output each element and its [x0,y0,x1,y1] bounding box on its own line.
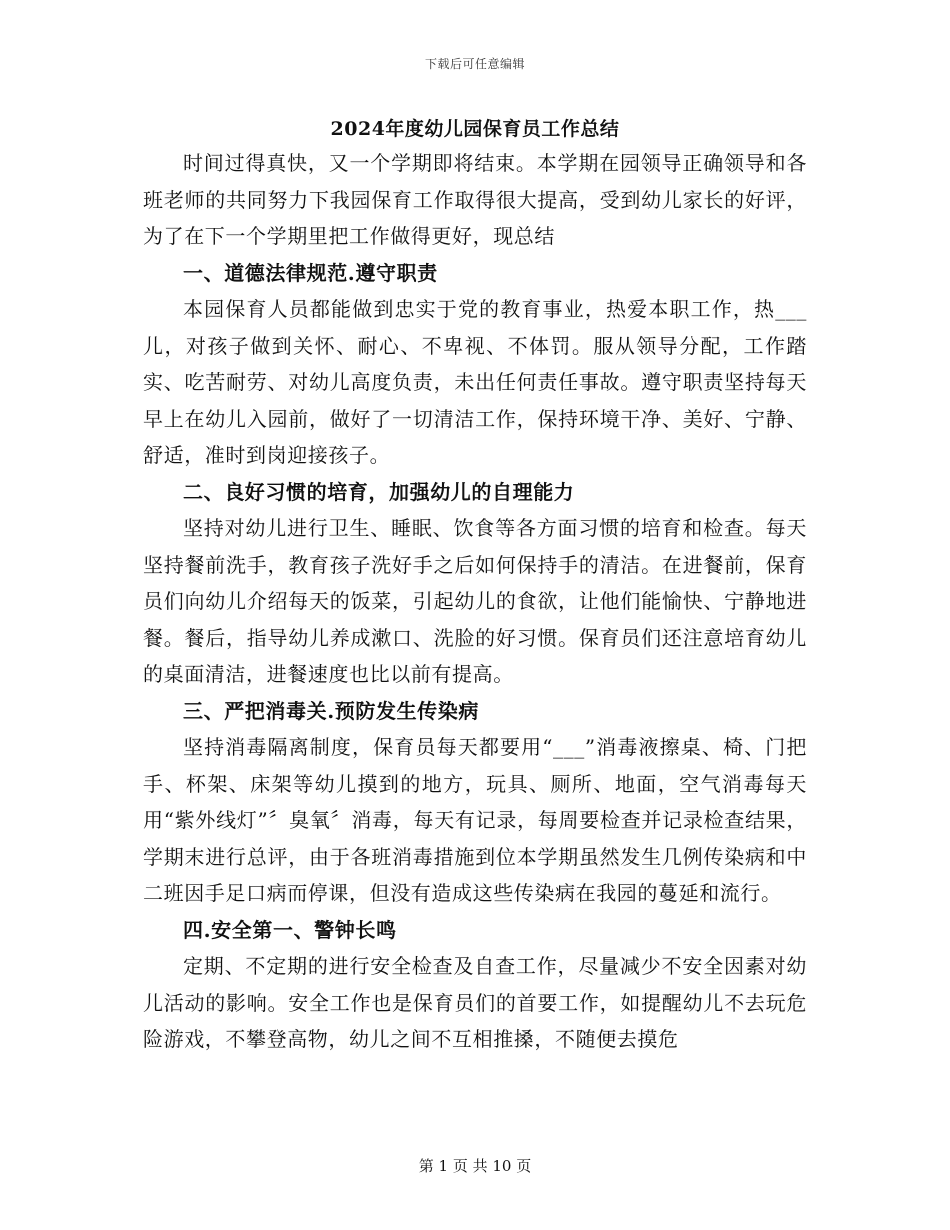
section-heading-1: 一、道德法律规范.遵守职责 [183,260,438,285]
section-body-2: 坚持对幼儿进行卫生、睡眠、饮食等各方面习惯的培育和检查。每天坚持餐前洗手，教育孩子洗好手之后如何保持手的清洁。在进餐前，保育员们向幼儿介绍每天的饭菜，引起幼儿的食欲，让他们能愉快、宁静地进餐。餐后，指导幼儿养成漱口、洗脸的好习惯。保育员们还注意培育幼儿的桌面清洁，进餐速度也比以前有提高。 [143,516,807,686]
header-note: 下载后可任意编辑 [424,57,525,71]
section-body-4: 定期、不定期的进行安全检查及自查工作，尽量减少不安全因素对幼儿活动的影响。安全工作也是保育员们的首要工作，如提醒幼儿不去玩危险游戏，不攀登高物，幼儿之间不互相推搡，不随便去摸危 [143,954,807,1051]
intro-paragraph: 时间过得真快，又一个学期即将结束。本学期在园领导正确领导和各班老师的共同努力下我园保育工作取得很大提高，受到幼儿家长的好评，为了在下一个学期里把工作做得更好，现总结 [143,151,807,248]
section-body-1: 本园保育人员都能做到忠实于党的教育事业，热爱本职工作，热___儿，对孩子做到关怀、耐心、不卑视、不体罚。服从领导分配，工作踏实、吃苦耐劳、对幼儿高度负责，未出任何责任事故。遵守职责坚持每天早上在幼儿入园前，做好了一切清洁工作，保持环境干净、美好、宁静、舒适，准时到岗迎接孩子。 [143,297,807,467]
page-number-footer: 第 1 页 共 10 页 [418,1157,532,1175]
section-heading-4: 四.安全第一、警钟长鸣 [183,917,397,942]
document-title: 2024年度幼儿园保育员工作总结 [330,118,620,140]
section-body-3: 坚持消毒隔离制度，保育员每天都要用“___”消毒液擦桌、椅、门把手、杯架、床架等幼儿摸到的地方，玩具、厕所、地面，空气消毒每天用“紫外线灯”〞臭氧〞消毒，每天有记录，每周要检查并记录检查结果，学期末进行总评，由于各班消毒措施到位本学期虽然发生几例传染病和中二班因手足口病而停课，但没有造成这些传染病在我园的蔓延和流行。 [143,735,807,905]
section-heading-2: 二、良好习惯的培育，加强幼儿的自理能力 [183,479,575,504]
document-body [143,145,807,1058]
section-heading-3: 三、严把消毒关.预防发生传染病 [183,698,479,723]
